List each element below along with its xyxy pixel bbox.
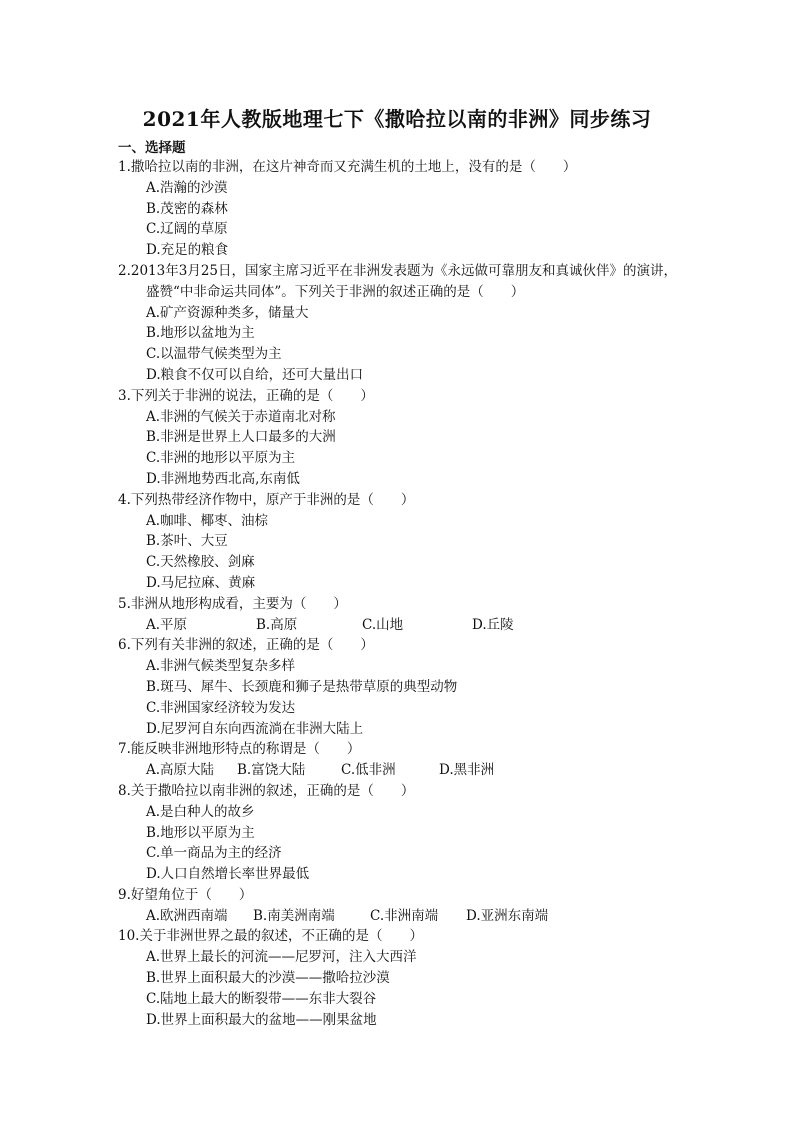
question-stem: 9.好望角位于（ ） [118, 886, 253, 903]
option-c: C.低非洲 [341, 762, 396, 779]
question-stem: 4.下列热带经济作物中，原产于非洲的是（ ） [118, 491, 415, 508]
option-d: D.黑非洲 [439, 762, 495, 779]
question-stem: 3.下列关于非洲的说法，正确的是（ ） [118, 387, 374, 404]
option-b: B.高原 [256, 616, 298, 633]
option-b: B.斑马、犀牛、长颈鹿和狮子是热带草原的典型动物 [146, 678, 458, 695]
option-b: B.非洲是世界上人口最多的大洲 [146, 429, 336, 446]
question-stem: 7.能反映非洲地形特点的称谓是（ ） [118, 741, 361, 758]
option-a: A.浩瀚的沙漠 [146, 179, 228, 196]
option-c: C.非洲国家经济较为发达 [146, 699, 296, 716]
question-1 [118, 157, 718, 261]
option-c: C.陆地上最大的断裂带——东非大裂谷 [146, 990, 377, 1007]
option-b: B.茶叶、大豆 [146, 533, 228, 550]
option-a: A.咖啡、椰枣、油棕 [146, 512, 269, 529]
question-list [118, 157, 718, 1030]
options-row [118, 615, 718, 636]
option-b: B.富饶大陆 [237, 762, 306, 779]
option-c: C.山地 [362, 616, 404, 633]
option-d: D.马尼拉麻、黄麻 [146, 574, 256, 591]
option-a: A.高原大陆 [146, 762, 215, 779]
question-3 [118, 386, 718, 490]
options-row [118, 906, 718, 927]
option-d: D.充足的粮食 [146, 242, 229, 259]
option-c: C.非洲南端 [370, 907, 439, 924]
question-stem: 2.2013年3月25日，国家主席习近平在非洲发表题为《永远做可靠朋友和真诚伙伴》的演讲， [118, 262, 678, 279]
option-d: D.粮食不仅可以自给，还可大量出口 [146, 366, 364, 383]
section-heading: 一、选择题 [118, 140, 186, 156]
option-a: A.矿产资源种类多，储量大 [146, 304, 309, 321]
option-d: D.人口自然增长率世界最低 [146, 866, 310, 883]
option-c: C.单一商品为主的经济 [146, 845, 282, 862]
option-d: D.世界上面积最大的盆地——刚果盆地 [146, 1011, 377, 1028]
option-c: C.非洲的地形以平原为主 [146, 450, 296, 467]
option-a: A.是白种人的故乡 [146, 803, 255, 820]
question-10 [118, 926, 718, 1030]
option-a: A.非洲气候类型复杂多样 [146, 658, 296, 675]
page-title: 2021年人教版地理七下《撒哈拉以南的非洲》同步练习 [142, 107, 652, 131]
option-a: A.世界上最长的河流——尼罗河，注入大西洋 [146, 949, 417, 966]
option-c: C.以温带气候类型为主 [146, 346, 282, 363]
option-a: A.平原 [146, 616, 188, 633]
option-d: D.丘陵 [472, 616, 514, 633]
question-stem: 10.关于非洲世界之最的叙述，不正确的是（ ） [118, 928, 423, 945]
option-d: D.亚洲东南端 [466, 907, 549, 924]
option-a: A.非洲的气候关于赤道南北对称 [146, 408, 336, 425]
question-4 [118, 490, 718, 594]
question-7 [118, 739, 718, 781]
question-stem: 5.非洲从地形构成看，主要为（ ） [118, 595, 347, 612]
option-d: D.非洲地势西北高,东南低 [146, 470, 300, 487]
option-c: C.辽阔的草原 [146, 221, 228, 238]
option-d: D.尼罗河自东向西流淌在非洲大陆上 [146, 720, 364, 737]
question-stem: 8.关于撒哈拉以南非洲的叙述，正确的是（ ） [118, 782, 415, 799]
option-c: C.天然橡胶、剑麻 [146, 554, 255, 571]
question-9 [118, 885, 718, 927]
option-b: B.茂密的森林 [146, 200, 228, 217]
option-b: B.地形以平原为主 [146, 824, 255, 841]
question-6 [118, 635, 718, 739]
question-2 [118, 261, 718, 386]
option-b: B.世界上面积最大的沙漠——撒哈拉沙漠 [146, 970, 390, 987]
option-b: B.地形以盆地为主 [146, 325, 255, 342]
options-row [118, 760, 718, 781]
option-b: B.南美洲南端 [253, 907, 335, 924]
question-stem: 1.撒哈拉以南的非洲，在这片神奇而又充满生机的土地上，没有的是（ ） [118, 159, 577, 175]
question-stem: 6.下列有关非洲的叙述，正确的是（ ） [118, 637, 374, 654]
question-8 [118, 781, 718, 885]
question-stem-continued: 盛赞“中非命运共同体”。下列关于非洲的叙述正确的是（ ） [146, 283, 525, 300]
question-5 [118, 594, 718, 636]
option-a: A.欧洲西南端 [146, 907, 228, 924]
